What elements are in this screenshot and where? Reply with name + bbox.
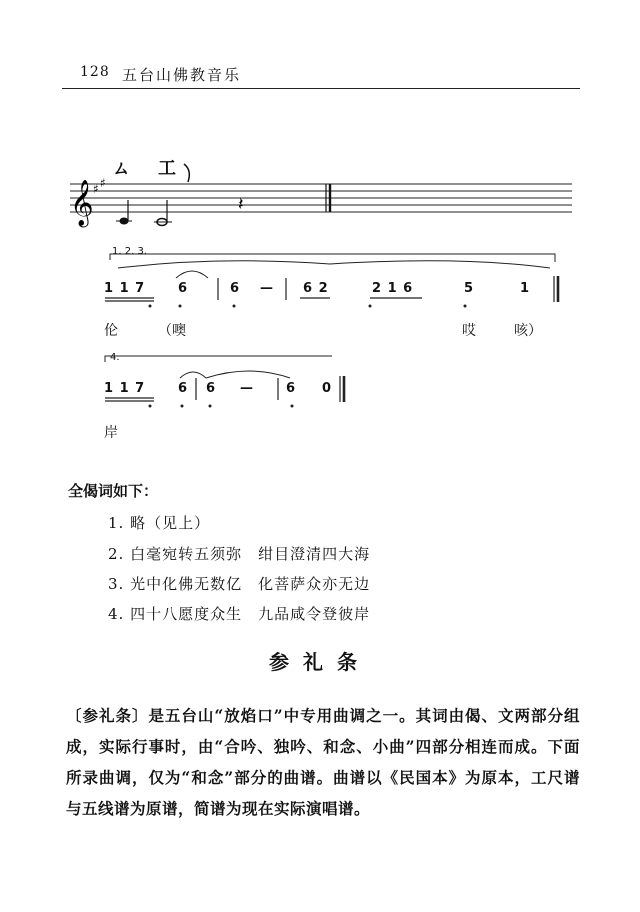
jianpu-note: 6 [178, 381, 189, 396]
rest-icon: 𝄽 [238, 194, 244, 215]
page-number: 128 [80, 64, 110, 80]
verse-line: 3. 光中化佛无数亿 化菩萨众亦无边 [108, 575, 371, 593]
jianpu-dash: — [240, 381, 254, 396]
bracket-label-1: 1. 2. 3. [112, 246, 147, 257]
jianpu-note: 6 [230, 281, 241, 296]
jianpu-note: 6 [178, 281, 189, 296]
lyric: 岸 [104, 425, 118, 441]
staff-notation [60, 160, 580, 240]
lyric: （噢 [158, 323, 186, 339]
staff-lines [70, 184, 572, 212]
jianpu-dash: — [260, 281, 274, 296]
jianpu-group: 1 1 7 [104, 281, 146, 296]
lyric: 伦 [104, 323, 118, 339]
jianpu-line-2-svg [100, 350, 360, 410]
jianpu-note: 1 [520, 281, 531, 296]
jianpu-group: 1 1 7 [104, 381, 146, 396]
bracket-label-2: 4. [110, 352, 120, 363]
treble-clef-icon: 𝄞 [70, 180, 94, 226]
jianpu-note: 6 [206, 381, 217, 396]
jianpu-note: 5 [464, 281, 475, 296]
jianpu-note: 6 [286, 381, 297, 396]
section-title: 参礼条 [269, 650, 371, 674]
jianpu-group: 6 2 [303, 281, 329, 296]
verses-title: 全偈词如下： [68, 482, 159, 500]
jianpu-group: 2 1 6 [372, 281, 414, 296]
gongche-mark-1: ㄙ [112, 158, 130, 179]
lyric: 咳） [514, 323, 542, 339]
sharp-icon: ♯ [100, 176, 106, 190]
verse-line: 1. 略（见上） [108, 514, 211, 532]
verse-line: 2. 白毫宛转五须弥 绀目澄清四大海 [108, 545, 371, 563]
gongche-mark-2: 工 [158, 158, 176, 179]
book-title: 五台山佛教音乐 [122, 66, 242, 84]
jianpu-note: 0 [322, 381, 333, 396]
jianpu-line-1-svg [100, 242, 580, 312]
sharp-icon: ♯ [93, 182, 99, 196]
lyric: 哎 [462, 323, 476, 339]
verse-line: 4. 四十八愿度众生 九品咸令登彼岸 [108, 605, 371, 623]
body-paragraph: 〔参礼条〕是五台山“放焰口”中专用曲调之一。其词由偈、文两部分组成，实际行事时，由“合吟、独吟、和念、小曲”四部分相连而成。下面所录曲调，仅为“和念”部分的曲谱。曲谱以《民国本》为原本，工尺谱与五线谱为原谱，简谱为现在实际演唱谱。 [66, 706, 580, 818]
header-rule [62, 88, 580, 89]
